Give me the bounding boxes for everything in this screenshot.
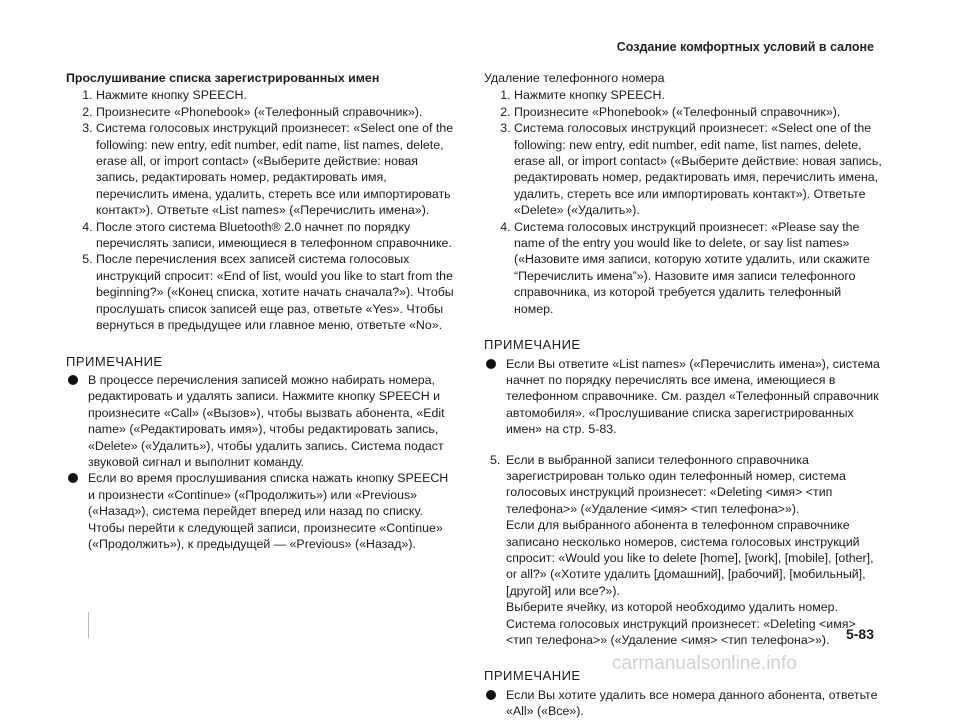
left-step-2: 2. Произнесите «Phonebook» («Телефонный справочник»).: [96, 104, 458, 120]
left-step-4: 4. После этого система Bluetooth® 2.0 начнет по порядку перечислять записи, имеющиеся в телефонном справочнике.: [96, 219, 458, 252]
right-step-1: 1. Нажмите кнопку SPEECH.: [514, 87, 884, 103]
right-step-5-number: 5.: [490, 452, 501, 467]
section-header: Создание комфортных условий в салоне: [616, 40, 874, 54]
right-note-heading-1: ПРИМЕЧАНИЕ: [484, 337, 581, 353]
right-step-5-text-c: Выберите ячейку, из которой необходимо удалить номер. Система голосовых инструкций произнесет: «Deleting <имя> <тип телефона>» («Удаление <имя> <тип телефона>»).: [506, 600, 856, 647]
left-note-2: Если во время прослушивания списка нажать кнопку SPEECH и произнести «Continue» («Продолжить») или «Previous» («Назад»), система перейдет вперед или назад по списку. Чтобы перейти к следующей записи, произнесите «Continue» («Продолжить»), к предыдущей — «Previous» («Назад»).: [66, 470, 458, 552]
right-note-heading-2: ПРИМЕЧАНИЕ: [484, 668, 581, 684]
right-step-2: 2. Произнесите «Phonebook» («Телефонный справочник»).: [514, 104, 884, 120]
right-step-3: 3. Система голосовых инструкций произнесет: «Select one of the following: new entry, edit number, edit name, list names, delete, erase all, or import contact» («Выберите действие: новая запись, редактировать номер, редактировать имя, перечислить имена, удалить, стереть все или импортировать контакт»). Ответьте «Delete» («Удалить»).: [514, 120, 884, 218]
right-section-title: Удаление телефонного номера: [484, 71, 665, 85]
left-notes-list: [66, 372, 458, 552]
right-note-2: Если Вы хотите удалить все номера данного абонента, ответьте «All» («Все»).: [484, 687, 884, 720]
left-column: [66, 70, 458, 552]
right-steps-list: [484, 87, 884, 317]
left-note-heading: ПРИМЕЧАНИЕ: [66, 353, 163, 369]
left-step-3: 3. Система голосовых инструкций произнесет: «Select one of the following: new entry, edit number, edit name, list names, delete, erase all, or import contact» («Выберите действие: новая запись, редактировать номер, редактировать имя, перечислить имена, удалить, стереть все или импортировать контакт»). Ответьте «List names» («Перечислить имена»).: [96, 120, 458, 218]
right-step-5: [484, 452, 884, 649]
right-step-5-text-b: Если для выбранного абонента в телефонном справочнике записано несколько номеров, система голосовых инструкций спросит: «Would you like to delete [home], [work], [mobile], [other], or all?» («Хотите удалить [домашний], [рабочий], [мобильный], [другой] или все?»).: [506, 518, 874, 598]
right-notes-list-1: [484, 356, 884, 438]
page-number: 5-83: [845, 626, 874, 642]
watermark: carmanualsonline.info: [612, 653, 797, 674]
left-step-5: 5. После перечисления всех записей система голосовых инструкций спросит: «End of list, would you like to start from the beginning?» («Конец списка, хотите начать сначала?»). Чтобы прослушать список записей еще раз, ответьте «Yes». Чтобы вернуться в предыдущее или главное меню, ответьте «No».: [96, 251, 458, 333]
right-notes-list-2: [484, 687, 884, 720]
left-note-1: В процессе перечисления записей можно набирать номера, редактировать и удалять записи. Нажмите кнопку SPEECH и произнесите «Call» («Вызов»), чтобы вызвать абонента, «Edit name» («Редактировать имя»), чтобы редактировать запись, «Delete» («Удалить»), чтобы удалить запись. Система подаст звуковой сигнал и выполнит команду.: [66, 372, 458, 470]
left-step-1: 1. Нажмите кнопку SPEECH.: [96, 87, 458, 103]
right-column: [484, 70, 884, 720]
left-section-title: Прослушивание списка зарегистрированных имен: [66, 71, 380, 85]
right-step-4: 4. Система голосовых инструкций произнесет: «Please say the name of the entry you would like to delete, or say list names» («Назовите имя записи, которую хотите удалить, или скажите “Перечислить имена”»). Назовите имя записи телефонного справочника, из которой требуется удалить телефонный номер.: [514, 219, 884, 317]
left-steps-list: [66, 87, 458, 333]
right-note-1: Если Вы ответите «List names» («Перечислить имена»), система начнет по порядку перечислять все имена, имеющиеся в телефонном справочнике. См. раздел «Телефонный справочник автомобиля». «Прослушивание списка зарегистрированных имен» на стр. 5-83.: [484, 356, 884, 438]
margin-mark: [88, 612, 95, 638]
right-step-5-text-a: Если в выбранной записи телефонного справочника зарегистрирован только один телефонный номер, система голосовых инструкций произнесет: «Deleting <имя> <тип телефона>» («Удаление <имя> <тип телефона>»).: [506, 452, 846, 516]
